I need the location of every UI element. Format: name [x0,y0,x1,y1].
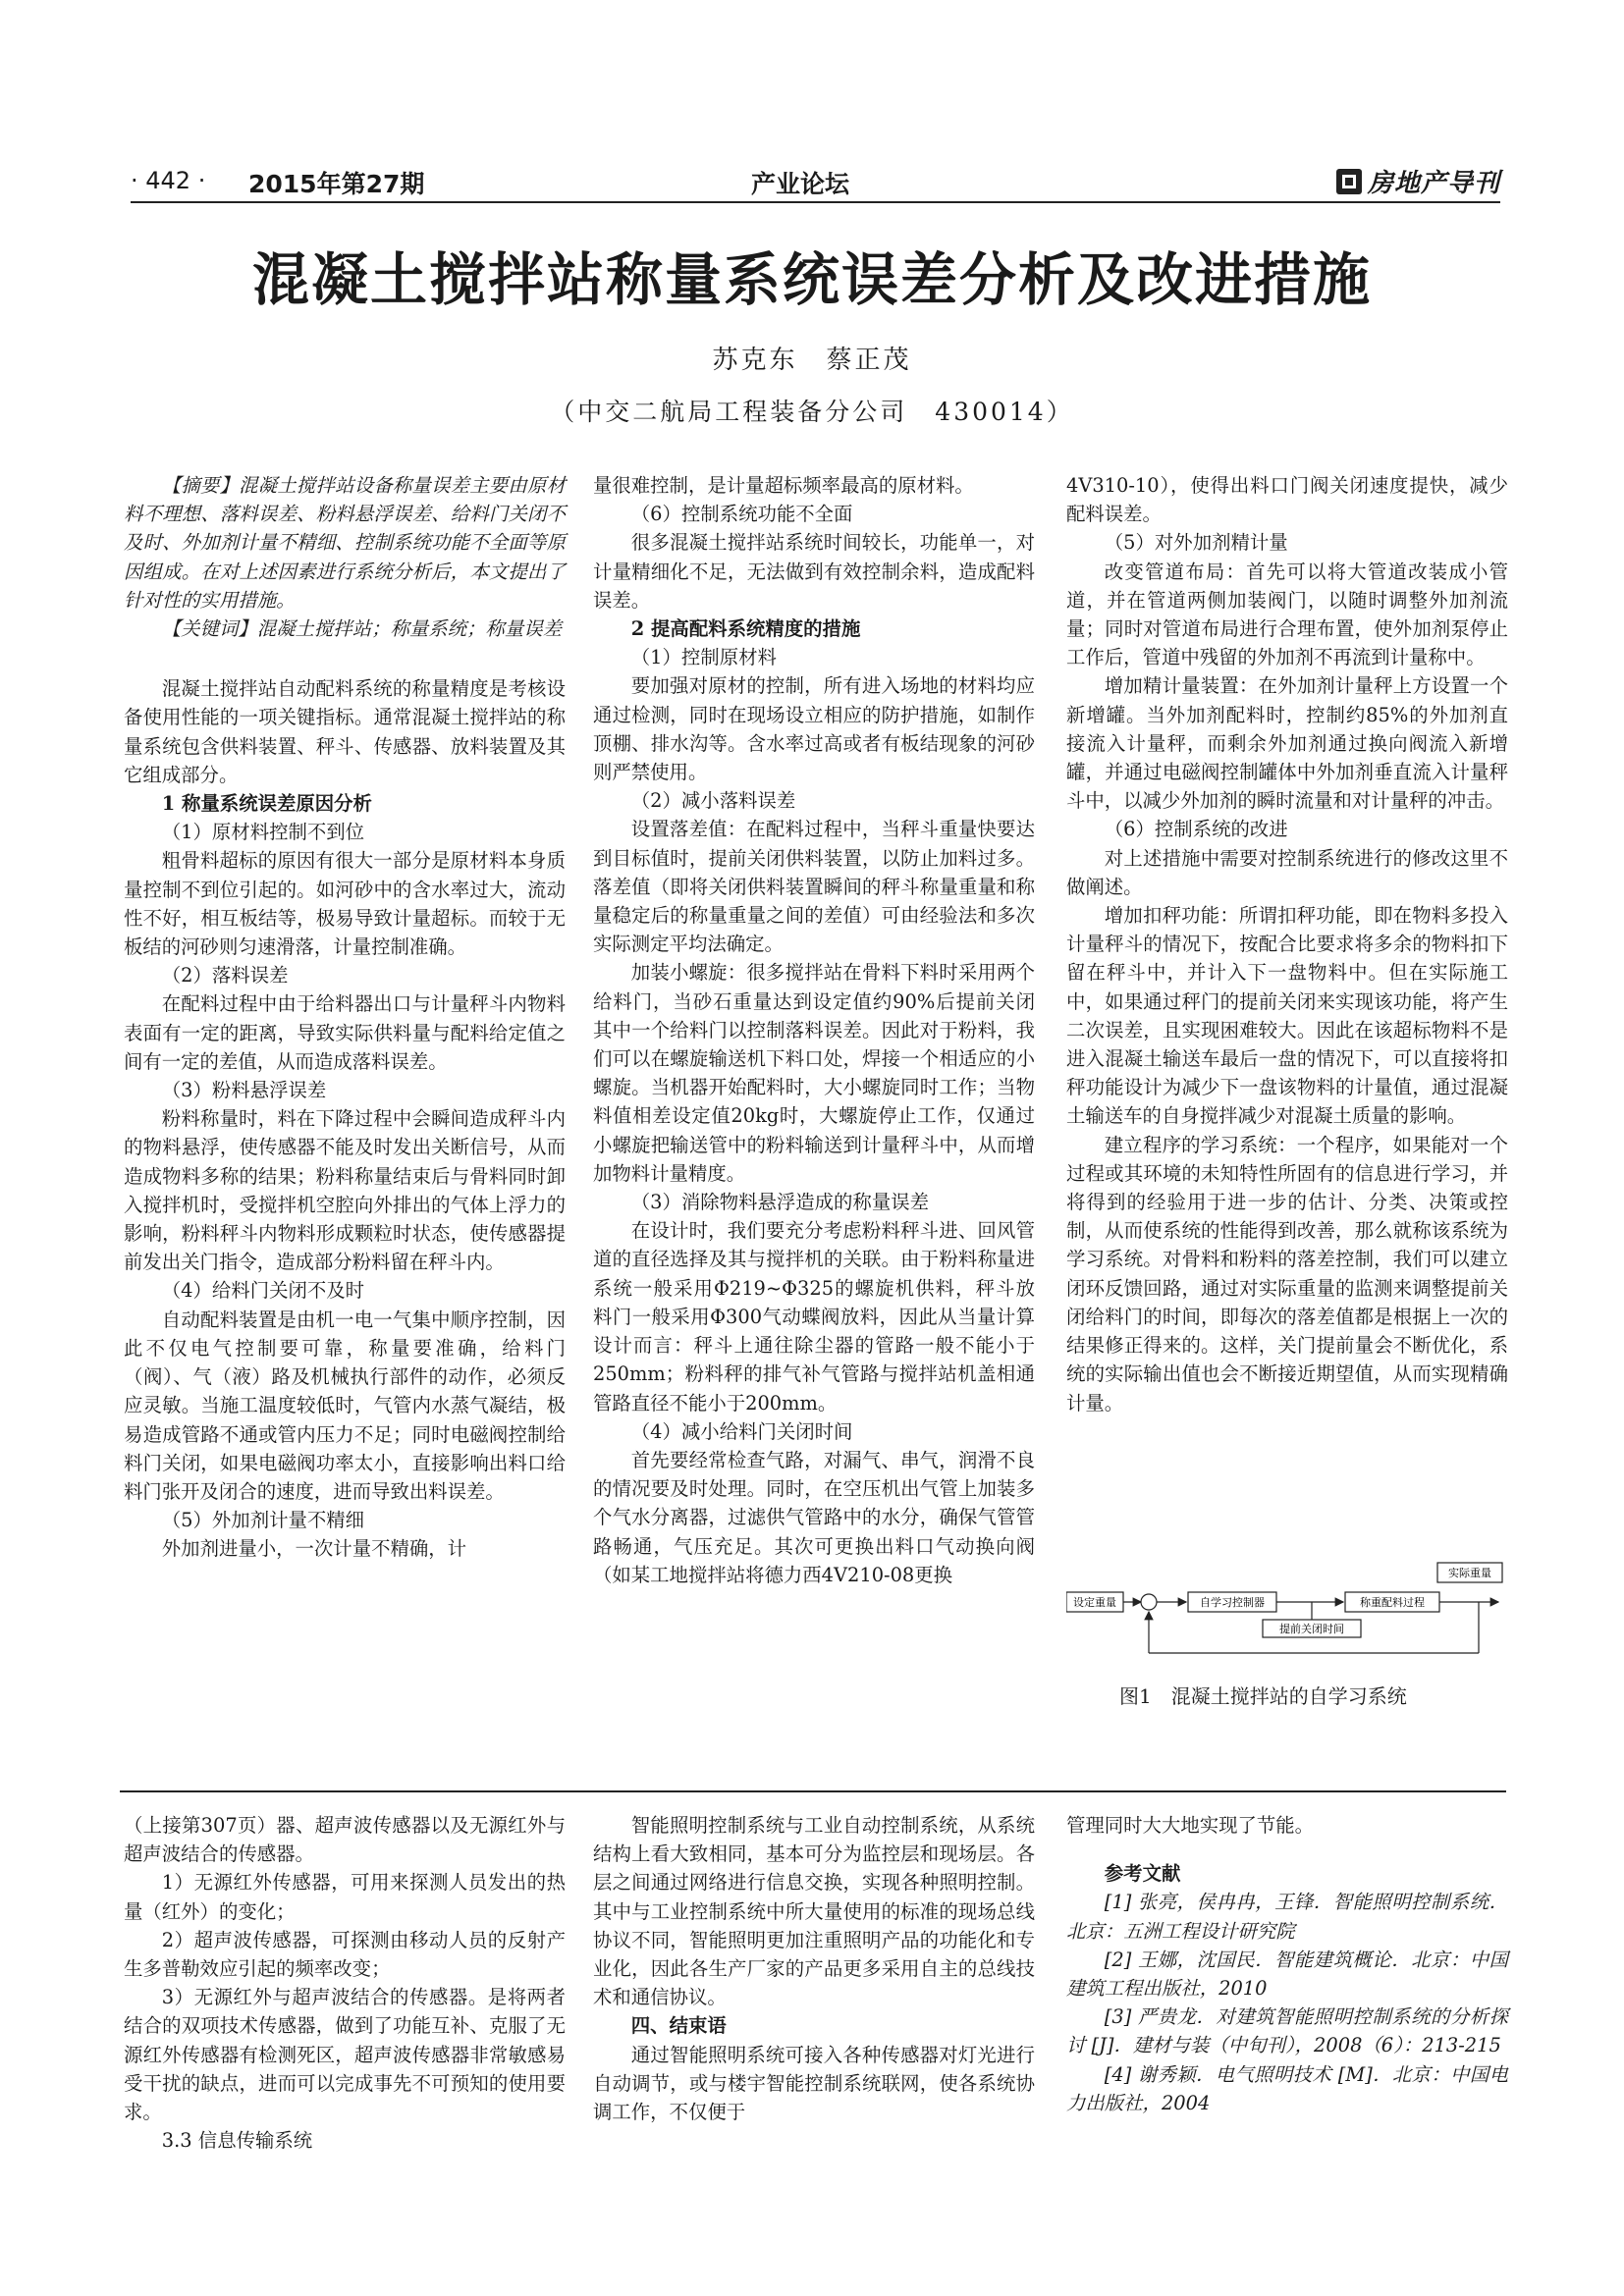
article-authors: 苏克东 蔡正茂 [712,346,912,375]
bottom-column-1 [124,1811,566,2155]
batching-process-label: 称重配料过程 [1360,1596,1425,1609]
article-affiliation: （中交二航局工程装备分公司 430014） [550,398,1074,426]
paragraph: 粗骨料超标的原因有很大一部分是原材料本身质量控制不到位引起的。如河砂中的含水率过大，流动性不好，相互板结等，极易导致计量超标。而较于无板结的河砂则匀速滑落，计量控制准确。 [124,849,566,959]
section-divider [120,1790,1506,1792]
paragraph: 要加强对原材的控制，所有进入场地的材料均应通过检测，同时在现场设立相应的防护措施，如制作顶棚、排水沟等。含水率过高或者有板结现象的河砂则严禁使用。 [593,674,1035,784]
running-header [131,163,1500,202]
section-label: 产业论坛 [751,170,850,198]
subsection-heading: （4）给料门关闭不及时 [161,1279,365,1303]
actual-weight-label: 实际重量 [1448,1567,1491,1579]
paragraph: 2）超声波传感器，可探测由移动人员的反射产生多普勒效应引起的频率改变； [124,1928,566,1981]
paragraph: 在配料过程中由于给料器出口与计量秤斗内物料表面有一定的距离，导致实际供料量与配料给定值之间有一定的差值，从而造成落料误差。 [124,992,566,1073]
paragraph: 智能照明控制系统与工业自动控制系统，从系统结构上看大致相同，基本可分为监控层和现场层。各层之间通过网络进行信息交换，实现各种照明控制。其中与工业控制系统中所大量使用的标准的现场总线协议不同，智能照明更加注重照明产品的功能化和专业化，因此各生产厂家的产品更多采用自主的总线技术和通信协议。 [593,1814,1035,2009]
paragraph: 建立程序的学习系统：一个程序，如果能对一个过程或其环境的未知特性所固有的信息进行学习，并将得到的经验用于进一步的估计、分类、决策或控制，从而使系统的性能得到改善，那么就称该系统为学习系统。对骨料和粉料的落差控制，我们可以建立闭环反馈回路，通过对实际重量的监测来调整提前关闭给料门的时间，即每次的落差值都是根据上一次的结果修正得来的。这样，关门提前量会不断优化，系统的实际输出值也会不断接近期望值，从而实现精确计量。 [1066,1133,1508,1415]
paragraph: 设置落差值：在配料过程中，当秤斗重量快要达到目标值时，提前关闭供料装置，以防止加料过多。落差值（即将关闭供料装置瞬间的秤斗称量重量和称量稳定后的称量重量之间的差值）可由经验法和多次实际测定平均法确定。 [593,818,1035,956]
keywords: 【关键词】混凝土搅拌站；称量系统；称量误差 [161,617,562,641]
subsection-heading: （5）外加剂计量不精细 [161,1509,365,1532]
reference-item: [2] 王娜，沈国民．智能建筑概论．北京：中国建筑工程出版社，2010 [1066,1948,1508,2001]
paragraph: （上接第307页）器、超声波传感器以及无源红外与超声波结合的传感器。 [124,1814,566,1866]
summing-junction [1141,1594,1157,1610]
subsection-heading: 3.3 信息传输系统 [161,2129,313,2153]
subsection-heading: （6）控制系统功能不全面 [630,503,853,526]
paragraph: 1）无源红外传感器，可用来探测人员发出的热量（红外）的变化； [124,1871,566,1923]
article-title: 混凝土搅拌站称量系统误差分析及改进措施 [251,246,1372,313]
subsection-heading: （1）原材料控制不到位 [161,821,365,844]
paragraph: 在设计时，我们要充分考虑粉料秤斗进、回风管道的直径选择及其与搅拌机的关联。由于粉料称量进系统一般采用Φ219~Φ325的螺旋机供料，秤斗放料门一般采用Φ300气动蝶阀放料，因此从当量计算设计而言：秤斗上通往除尘器的管路一般不能小于250mm；粉料秤的排气补气管路与搅拌站机盖相通管路直径不能小于200mm。 [593,1219,1035,1415]
journal-brand-text: 房地产导刊 [1367,169,1500,198]
paragraph: 3）无源红外与超声波结合的传感器。是将两者结合的双项技术传感器，做到了功能互补、克服了无源红外传感器有检测死区，超声波传感器非常敏感易受干扰的缺点，进而可以完成事先不可预知的使用要求。 [124,1986,566,2124]
subsection-heading: （1）控制原材料 [630,646,777,669]
section-heading: 四、结束语 [630,2014,727,2038]
column-1 [124,471,566,1564]
subsection-heading: （5）对外加剂精计量 [1104,531,1288,555]
column-3 [1066,471,1508,1417]
set-weight-label: 设定重量 [1073,1596,1116,1609]
section-heading: 2 提高配料系统精度的措施 [630,617,861,641]
paragraph: 加装小螺旋：很多搅拌站在骨料下料时采用两个给料门，当砂石重量达到设定值约90%后提前关闭其中一个给料门以控制落料误差。因此对于粉料，我们可以在螺旋输送机下料口处，焊接一个相适应的小螺旋。当机器开始配料时，大小螺旋同时工作；当物料值相差设定值20kg时，大螺旋停止工作，仅通过小螺旋把输送管中的粉料输送到计量秤斗中，从而增加物料计量精度。 [593,961,1035,1185]
subsection-heading: （6）控制系统的改进 [1104,818,1288,841]
subsection-heading: （2）减小落料误差 [630,789,796,813]
subsection-heading: （3）粉料悬浮误差 [161,1079,327,1102]
paragraph: 首先要经常检查气路，对漏气、串气，润滑不良的情况要及时处理。同时，在空压机出气管上加装多个气水分离器，过滤供气管路中的水分，确保气管管路畅通，气压充足。其次可更换出料口气动换向阀（如某工地搅拌站将德力西4V210-08更换 [593,1448,1035,1586]
reference-item: [3] 严贵龙．对建筑智能照明控制系统的分析探讨 [J]．建材与装（中旬刊），2008（6）：213-215 [1066,2005,1508,2057]
paragraph: 粉料称量时，料在下降过程中会瞬间造成秤斗内的物料悬浮，使传感器不能及时发出关断信号，从而造成物料多称的结果；粉料称量结束后与骨料同时卸入搅拌机时，受搅拌机空腔向外排出的气体上浮力的影响，粉料秤斗内物料形成颗粒时状态，使传感器提前发出关门指令，造成部分粉料留在秤斗内。 [124,1107,566,1274]
bottom-column-2 [593,1811,1035,2126]
paragraph: 通过智能照明系统可接入各种传感器对灯光进行自动调节，或与楼宇智能控制系统联网，使各系统协调工作，不仅便于 [593,2043,1035,2124]
paragraph: 改变管道布局：首先可以将大管道改装成小管道，并在管道两侧加装阀门，以随时调整外加剂流量；同时对管道布局进行合理布置，使外加剂泵停止工作后，管道中残留的外加剂不再流到计量称中。 [1066,560,1508,669]
paragraph: 增加精计量装置：在外加剂计量秤上方设置一个新增罐。当外加剂配料时，控制约85%的外加剂直接流入计量秤，而剩余外加剂通过换向阀流入新增罐，并通过电磁阀控制罐体中外加剂垂直流入计量秤斗中，以减少外加剂的瞬时流量和对计量秤的冲击。 [1066,674,1508,813]
paragraph: 外加剂进量小，一次计量不精确，计 [161,1537,467,1561]
paragraph: 增加扣秤功能：所谓扣秤功能，即在物料多投入计量秤斗的情况下，按配合比要求将多余的物料扣下留在秤斗中，并计入下一盘物料中。但在实际施工中，如果通过秤门的提前关闭来实现该功能，将产生二次误差，且实现困难较大。因此在该超标物料不是进入混凝土输送车最后一盘的情况下，可以直接将扣秤功能设计为减少下一盘该物料的计量值，通过混凝土输送车的自身搅拌减少对混凝土质量的影响。 [1066,904,1508,1128]
reference-item: [4] 谢秀颖．电气照明技术 [M]．北京：中国电力出版社，2004 [1066,2062,1508,2114]
reference-item: [1] 张亮，侯冉冉，王锋．智能照明控制系统．北京：五洲工程设计研究院 [1066,1891,1508,1943]
abstract: 【摘要】混凝土搅拌站设备称量误差主要由原材料不理想、落料误差、粉料悬浮误差、给料门关闭不及时、外加剂计量不精细、控制系统功能不全面等原因组成。在对上述因素进行系统分析后，本文提出了针对性的实用措施。 [124,474,566,612]
paragraph: 自动配料装置是由机一电一气集中顺序控制，因此不仅电气控制要可靠，称量要准确，给料门（阀）、气（液）路及机械执行部件的动作，必须反应灵敏。当施工温度较低时，气管内水蒸气凝结，极易造成管路不通或管内压力不足；同时电磁阀控制给料门关闭，如果电磁阀功率太小，直接影响出料口给料门张开及闭合的速度，进而导致出料误差。 [124,1308,566,1503]
paragraph: 量很难控制，是计量超标频率最高的原材料。 [593,474,974,497]
section-heading: 1 称量系统误差原因分析 [161,792,372,816]
figure-caption: 图1 混凝土搅拌站的自学习系统 [1119,1684,1407,1708]
learning-controller-label: 自学习控制器 [1200,1596,1265,1609]
paragraph: 混凝土搅拌站自动配料系统的称量精度是考核设备使用性能的一项关键指标。通常混凝土搅拌站的称量系统包含供料装置、秤斗、传感器、放料装置及其它组成部分。 [124,677,566,786]
bottom-column-3 [1066,1811,1508,2117]
references-heading: 参考文献 [1104,1862,1181,1886]
column-2 [593,471,1035,1589]
journal-brand [1336,163,1500,199]
subsection-heading: （4）减小给料门关闭时间 [630,1419,853,1443]
paragraph: 很多混凝土搅拌站系统时间较长，功能单一，对计量精细化不足，无法做到有效控制余料，造成配料误差。 [593,531,1035,612]
paragraph: 对上述措施中需要对控制系统进行的修改这里不做阐述。 [1066,846,1508,898]
issue-label: 2015年第27期 [248,170,425,198]
header-rule [131,201,1500,203]
subsection-heading: （3）消除物料悬浮造成的称量误差 [630,1191,929,1214]
advance-close-time-label: 提前关闭时间 [1279,1623,1344,1635]
paragraph: 4V310-10），使得出料口门阀关闭速度提快，减少配料误差。 [1066,474,1508,526]
paragraph: 管理同时大大地实现了节能。 [1066,1814,1315,1837]
page-number: · 442 · [131,167,206,194]
subsection-heading: （2）落料误差 [161,964,289,988]
block-diagram [1066,1559,1508,1677]
journal-logo-icon [1336,169,1362,194]
